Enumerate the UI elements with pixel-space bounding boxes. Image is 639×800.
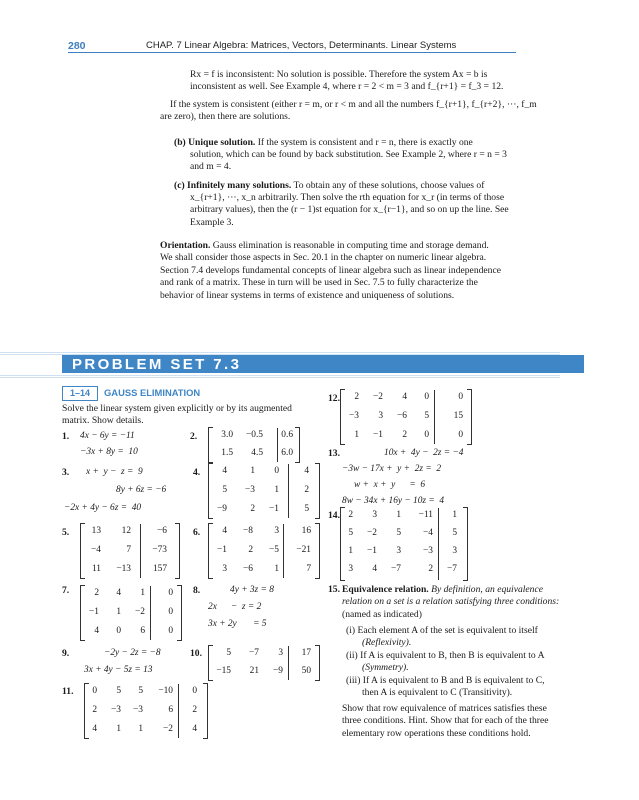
matrix-cell: 15 (453, 411, 463, 421)
matrix-cell: 1 (116, 724, 121, 734)
matrix-cell: −9 (217, 504, 227, 514)
matrix-cell: 1 (250, 466, 255, 476)
matrix-cell: 5 (452, 528, 457, 538)
instructions (62, 403, 322, 428)
matrix-cell: −9 (273, 666, 283, 676)
section-title: GAUSS ELIMINATION (104, 387, 201, 398)
item-c-label: (c) Infinitely many solutions. (174, 180, 292, 191)
matrix-cell: 1 (138, 724, 143, 734)
matrix-cell: 0 (192, 686, 197, 696)
matrix-cell: −0.5 (245, 430, 263, 440)
matrix-cell: 2 (94, 588, 99, 598)
text-line: If the system is consistent and r = n, there is exactly one (257, 137, 473, 148)
running-head: CHAP. 7 Linear Algebra: Matrices, Vectors, Determinants. Linear Systems (146, 40, 457, 51)
matrix-cell: 0 (168, 588, 173, 598)
page-number: 280 (68, 40, 86, 52)
item-unique-solution (174, 137, 560, 149)
matrix-cell: 1 (354, 430, 359, 440)
matrix-cell: 0 (424, 392, 429, 402)
matrix-cell: 1 (140, 588, 145, 598)
problem-5-matrix (80, 523, 180, 579)
matrix-cell: −2 (135, 607, 145, 617)
matrix-cell: −4 (91, 545, 101, 555)
matrix-cell: 0.6 (281, 430, 293, 440)
matrix-cell: 3 (274, 526, 279, 536)
text-line: behavior of linear systems in terms of existence and uniqueness of solutions. (160, 289, 455, 301)
problem-7-number: 7. (62, 585, 70, 596)
matrix-cell: 5 (396, 528, 401, 538)
text-line: are zero), then there are solutions. (160, 111, 291, 122)
item-infinite-solutions-cont (190, 192, 560, 229)
header-rule (68, 52, 516, 53)
matrix-cell: 3.0 (221, 430, 233, 440)
matrix-cell: 2 (192, 705, 197, 715)
matrix-cell: 1.5 (221, 448, 233, 458)
item-infinite-solutions (174, 180, 560, 192)
text-line: We shall consider those aspects in Sec. 20.1 in the chapter on numeric linear algebra. (160, 252, 487, 264)
matrix-cell: 3 (452, 546, 457, 556)
matrix-cell: 17 (301, 648, 311, 658)
text-line: inconsistent as well. See Example 4, where r = 2 < m = 3 and f_{r+1} = f_3 = 12. (190, 81, 504, 93)
text-line: Solve the linear system given explicitly or by its augmented (62, 403, 292, 414)
problem-7-matrix (80, 585, 182, 641)
text-line: Rx = f is inconsistent: No solution is possible. Therefore the system Ax = b is (190, 69, 488, 80)
matrix-cell: 4 (222, 466, 227, 476)
matrix-cell: 2 (248, 545, 253, 555)
matrix-cell: −6 (397, 411, 407, 421)
text-line: By definition, an equivalence (431, 584, 543, 595)
text-line: Show that row equivalence of matrices satisfies these (342, 703, 547, 714)
matrix-cell: −3 (133, 705, 143, 715)
item-b-label: (b) Unique solution. (174, 137, 256, 148)
matrix-cell: 5 (138, 686, 143, 696)
matrix-cell: 6 (168, 705, 173, 715)
matrix-cell: 1 (274, 485, 279, 495)
matrix-cell: 5 (304, 504, 309, 514)
matrix-cell: 1 (116, 607, 121, 617)
problem-12-matrix (340, 389, 472, 445)
text-line: If the system is consistent (either r = m, or r < m and all the numbers f_{r+1}, f_{r+2}, ···, f_m (170, 99, 537, 110)
matrix-cell: 0 (92, 686, 97, 696)
matrix-cell: 5 (116, 686, 121, 696)
problem-8-number: 8. (193, 585, 201, 596)
matrix-cell: 5 (226, 648, 231, 658)
orientation-label: Orientation. (160, 240, 211, 251)
problem-10-number: 10. (190, 648, 202, 659)
problem-2-matrix (208, 427, 300, 463)
text-line: x_{r+1}, ···, x_n arbitrarily. Then solve the rth equation for x_r (in terms of those (190, 192, 505, 203)
matrix-cell: −3 (423, 546, 433, 556)
problem-set-banner (0, 352, 600, 378)
matrix-cell: 0 (458, 392, 463, 402)
matrix-cell: 4 (116, 588, 121, 598)
item-unique-solution-cont (190, 149, 560, 174)
problem-9-eq1: −2y − 2z = −8 (104, 648, 161, 658)
text-line: (Reflexivity). (362, 637, 412, 649)
matrix-cell: 0 (168, 607, 173, 617)
matrix-cell: −6 (243, 564, 253, 574)
matrix-cell: 4 (402, 392, 407, 402)
problem-3-number: 3. (62, 467, 70, 478)
problem-11-number: 11. (62, 686, 74, 697)
problem-13-eq1: 10x + 4y − 2z = −4 (384, 448, 464, 458)
text-line: and m = 4. (190, 161, 232, 173)
problem-5-number: 5. (62, 527, 70, 538)
problem-set-title: PROBLEM SET 7.3 (72, 356, 242, 373)
matrix-cell: 5 (222, 485, 227, 495)
matrix-cell: −7 (447, 564, 457, 574)
matrix-cell: 1 (274, 564, 279, 574)
paragraph-consistent-cont (160, 111, 550, 123)
matrix-cell: 13 (91, 526, 101, 536)
matrix-cell: 2 (348, 510, 353, 520)
matrix-cell: −1 (373, 430, 383, 440)
matrix-cell: −11 (418, 510, 433, 520)
problem-15-label: Equivalence relation. (342, 584, 429, 595)
matrix-cell: 3 (222, 564, 227, 574)
matrix-cell: 6.0 (281, 448, 293, 458)
matrix-cell: 0 (168, 626, 173, 636)
matrix-cell: 2 (250, 504, 255, 514)
matrix-cell: 3 (396, 546, 401, 556)
matrix-cell: 4 (372, 564, 377, 574)
matrix-cell: 2 (402, 430, 407, 440)
paragraph-inconsistent (190, 69, 560, 94)
matrix-cell: 3 (372, 510, 377, 520)
matrix-cell: −6 (157, 526, 167, 536)
matrix-cell: 4 (94, 626, 99, 636)
matrix-cell: 5 (348, 528, 353, 538)
matrix-cell: −3 (111, 705, 121, 715)
matrix-cell: 5 (424, 411, 429, 421)
text-line: solution, which can be found by back substitution. See Example 2, where r = n = 3 (190, 149, 507, 160)
problem-9-eq2: 3x + 4y − 5z = 13 (84, 665, 153, 675)
matrix-cell: 4 (192, 724, 197, 734)
matrix-cell: −1 (367, 546, 377, 556)
matrix-cell: −2 (163, 724, 173, 734)
text-line: and rank of a matrix. These in turn will be used in Sec. 7.5 to fully characterize the (160, 277, 478, 289)
problem-14-matrix (340, 507, 468, 581)
matrix-cell: 21 (249, 666, 259, 676)
problem-8-eq3: 3x + 2y = 5 (208, 619, 267, 629)
text-line: (Symmetry). (362, 662, 409, 674)
matrix-cell: −7 (249, 648, 259, 658)
matrix-cell: −1 (217, 545, 227, 555)
text-line: elementary row operations these conditions hold. (342, 727, 531, 739)
matrix-cell: −4 (423, 528, 433, 538)
problem-4-number: 4. (193, 467, 201, 478)
problem-1-eq2: −3x + 8y = 10 (80, 447, 138, 457)
problem-1-number: 1. (62, 431, 70, 442)
text-line: (i) Each element A of the set is equivalent to itself (346, 625, 538, 636)
problem-3-eq3: −2x + 4y − 6z = 40 (64, 503, 142, 513)
problem-8-eq1: 4y + 3z = 8 (230, 585, 274, 595)
matrix-cell: 3 (278, 648, 283, 658)
matrix-cell: 4 (92, 724, 97, 734)
matrix-cell: −1 (269, 504, 279, 514)
matrix-cell: 3 (348, 564, 353, 574)
matrix-cell: −15 (216, 666, 231, 676)
matrix-cell: −13 (116, 564, 131, 574)
text-line: To obtain any of these solutions, choose values of (293, 180, 485, 191)
text-line: arbitrary values), then the (r − 1)st equation for x_{r−1}, and so on up the line. See (190, 204, 509, 216)
problem-15-task (342, 703, 572, 740)
text-line: (ii) If A is equivalent to B, then B is equivalent to A (346, 649, 545, 661)
matrix-cell: 1 (452, 510, 457, 520)
matrix-cell: 1 (348, 546, 353, 556)
problem-15-conditions (346, 625, 576, 699)
matrix-cell: −3 (349, 411, 359, 421)
problem-3-eq1: x + y − z = 9 (86, 467, 143, 477)
matrix-cell: −2 (373, 392, 383, 402)
problem-11-matrix (84, 683, 208, 739)
matrix-cell: 50 (301, 666, 311, 676)
matrix-cell: −21 (296, 545, 311, 555)
matrix-cell: −5 (269, 545, 279, 555)
text-line: three conditions. Hint. Show that for each of the three (342, 715, 549, 727)
problem-12-number: 12. (328, 393, 340, 404)
text-line: (iii) If A is equivalent to B and B is equivalent to C, (346, 674, 545, 686)
problem-15-number: 15. (328, 584, 340, 595)
paragraph-consistent (170, 99, 560, 111)
text-line: matrix. Show details. (62, 415, 144, 427)
matrix-cell: 1 (396, 510, 401, 520)
problem-4-matrix (208, 463, 320, 519)
matrix-cell: 2 (354, 392, 359, 402)
matrix-cell: 16 (301, 526, 311, 536)
problem-13-eq4: 8w − 34x + 16y − 10z = 4 (342, 496, 445, 506)
problem-10-matrix (208, 645, 320, 681)
text-line: Section 7.4 develops fundamental concepts of linear algebra such as linear independence (160, 264, 501, 276)
matrix-cell: 4 (222, 526, 227, 536)
problem-14-number: 14. (328, 510, 340, 521)
matrix-cell: 0 (458, 430, 463, 440)
matrix-cell: −10 (158, 686, 173, 696)
orientation-paragraph (160, 240, 560, 302)
matrix-cell: 0 (274, 466, 279, 476)
problem-15-text (342, 584, 572, 621)
text-line: Gauss elimination is reasonable in computing time and storage demand. (212, 240, 489, 251)
problem-1-eq1: 4x − 6y = −11 (80, 431, 135, 441)
matrix-cell: −3 (245, 485, 255, 495)
matrix-cell: 0 (116, 626, 121, 636)
problem-13-eq2: −3w − 17x + y + 2z = 2 (342, 464, 442, 474)
matrix-cell: 4.5 (251, 448, 263, 458)
matrix-cell: 4 (304, 466, 309, 476)
matrix-cell: 157 (152, 564, 167, 574)
matrix-cell: 7 (126, 545, 131, 555)
matrix-cell: 2 (428, 564, 433, 574)
problem-range-badge: 1–14 (62, 386, 98, 401)
text-line: then A is equivalent to C (Transitivity). (362, 687, 513, 699)
problem-13-number: 13. (328, 448, 340, 459)
matrix-cell: 2 (304, 485, 309, 495)
problem-8-eq2: 2x − z = 2 (208, 602, 262, 612)
matrix-cell: −7 (391, 564, 401, 574)
problem-13-eq3: w + x + y = 6 (354, 480, 426, 490)
matrix-cell: −1 (89, 607, 99, 617)
text-line: (named as indicated) (342, 608, 422, 620)
problem-9-number: 9. (62, 648, 70, 659)
matrix-cell: 12 (121, 526, 131, 536)
matrix-cell: 7 (306, 564, 311, 574)
matrix-cell: 11 (91, 564, 101, 574)
matrix-cell: −2 (367, 528, 377, 538)
matrix-cell: −8 (243, 526, 253, 536)
problem-6-number: 6. (193, 527, 201, 538)
matrix-cell: 0 (424, 430, 429, 440)
matrix-cell: 6 (140, 626, 145, 636)
text-line: relation on a set is a relation satisfying three conditions: (342, 596, 560, 608)
matrix-cell: −73 (152, 545, 167, 555)
matrix-cell: 2 (92, 705, 97, 715)
text-line: Example 3. (190, 216, 234, 228)
problem-2-number: 2. (190, 431, 198, 442)
matrix-cell: 3 (378, 411, 383, 421)
problem-6-matrix (208, 523, 320, 579)
problem-3-eq2: 8y + 6z = −6 (116, 485, 167, 495)
